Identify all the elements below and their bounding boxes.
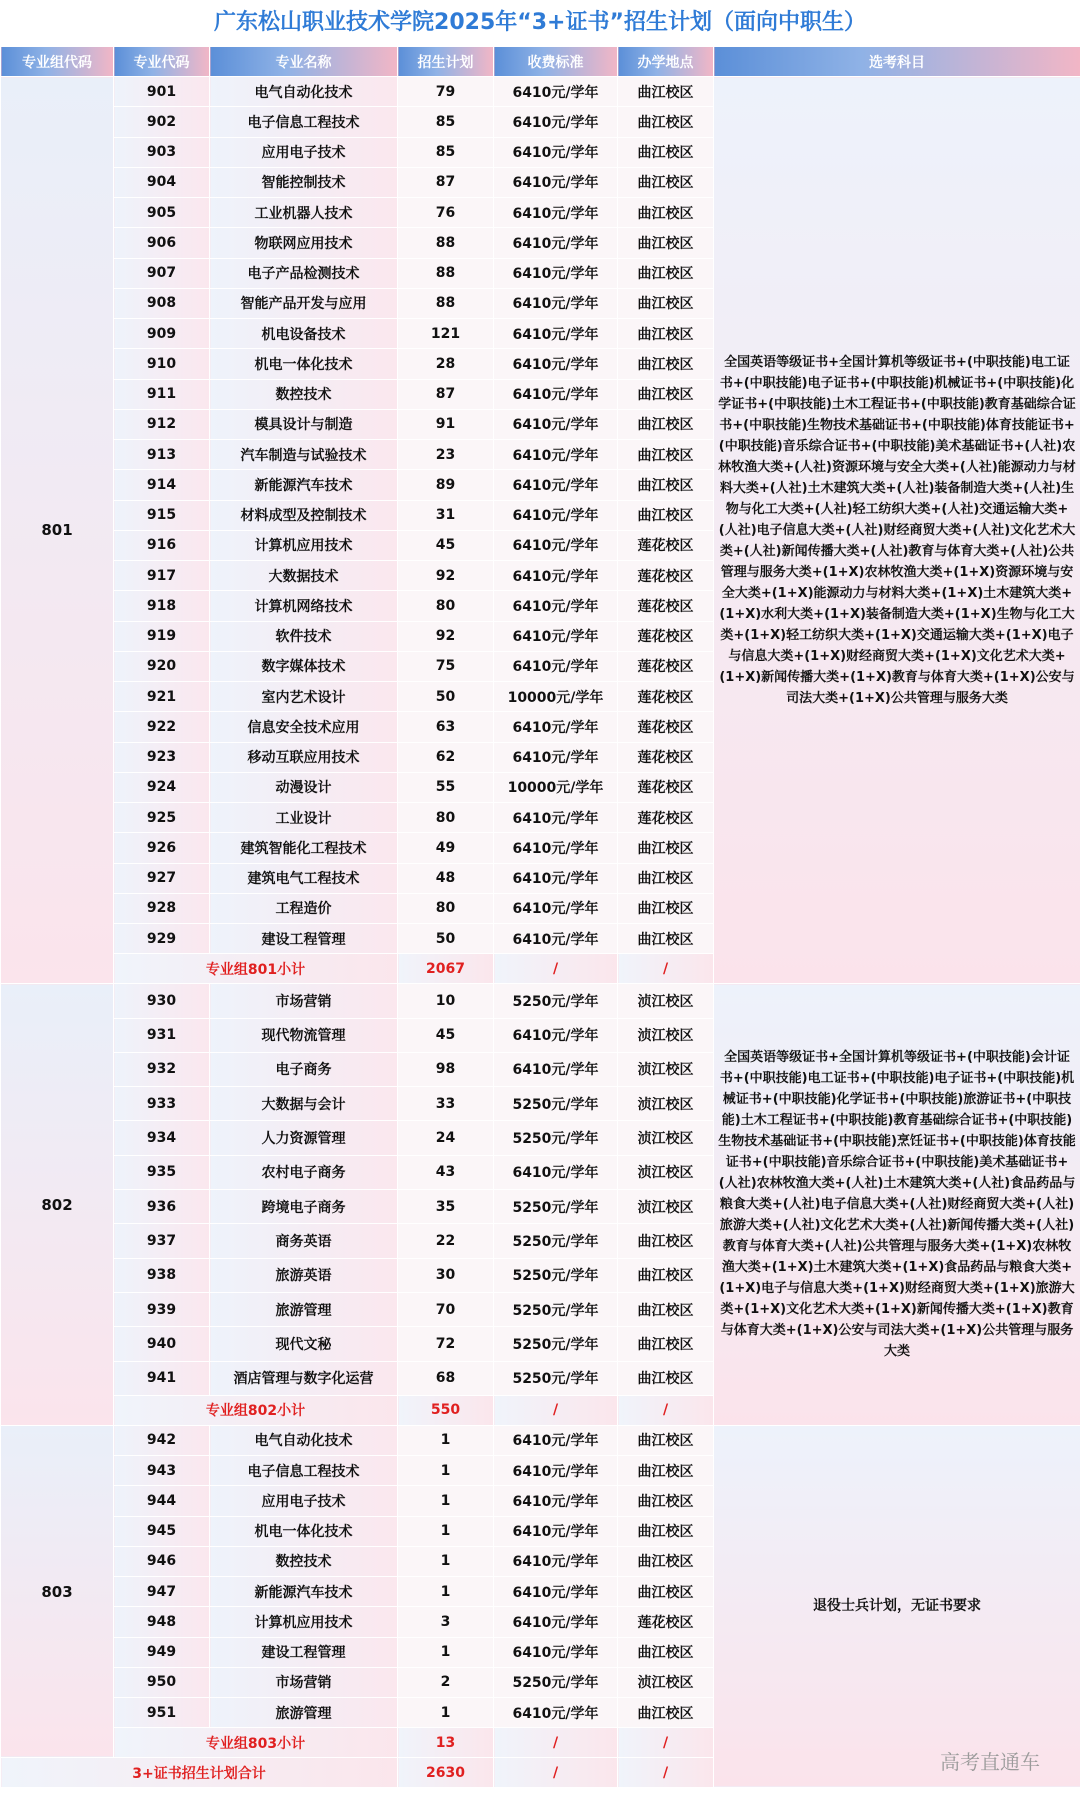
major-code-cell: 924	[114, 772, 210, 802]
fee-cell: 6410元/学年	[494, 349, 618, 379]
major-code-cell: 910	[114, 349, 210, 379]
fee-cell: 6410元/学年	[494, 1018, 618, 1052]
plan-cell: 31	[398, 500, 494, 530]
plan-cell: 88	[398, 258, 494, 288]
major-code-cell: 947	[114, 1577, 210, 1607]
header-group-code: 专业组代码	[1, 47, 114, 77]
campus-cell: 曲江校区	[618, 258, 714, 288]
fee-cell: 6410元/学年	[494, 1607, 618, 1637]
campus-cell: 曲江校区	[618, 1425, 714, 1455]
campus-cell: 曲江校区	[618, 77, 714, 107]
subjects-cell: 全国英语等级证书+全国计算机等级证书+(中职技能)电工证书+(中职技能)电子证书+(中职技能)机械证书+(中职技能)化学证书+(中职技能)土木工程证书+(中职技能)教育基础综合证书+(中职技能)生物技术基础证书+(中职技能)体育技能证书+(中职技能)音乐综合证书+(中职技能)美术基础证书+(人社)农林牧渔大类+(人社)资源环境与安全大类+(人社)能源动力与材料大类+(人社)土木建筑大类+(人社)装备制造大类+(人社)生物与化工大类+(人社)轻工纺织大类+(人社)交通运输大类+(人社)电子信息大类+(人社)财经商贸大类+(人社)文化艺术大类+(人社)新闻传播大类+(人社)教育与体育大类+(人社)公共管理与服务大类+(1+X)农林牧渔大类+(1+X)资源环境与安全大类+(1+X)能源动力与材料大类+(1+X)土木建筑大类+(1+X)水利大类+(1+X)装备制造大类+(1+X)生物与化工大类+(1+X)轻工纺织大类+(1+X)交通运输大类+(1+X)电子与信息大类+(1+X)财经商贸大类+(1+X)文化艺术大类+(1+X)新闻传播大类+(1+X)教育与体育大类+(1+X)公安与司法大类+(1+X)公共管理与服务大类	[714, 77, 1080, 984]
table-row	[1, 984, 1080, 1018]
major-name-cell: 机电设备技术	[210, 319, 398, 349]
plan-cell: 45	[398, 1018, 494, 1052]
fee-cell: 10000元/学年	[494, 682, 618, 712]
major-name-cell: 电子信息工程技术	[210, 107, 398, 137]
major-name-cell: 电子产品检测技术	[210, 258, 398, 288]
major-code-cell: 937	[114, 1224, 210, 1258]
major-name-cell: 计算机网络技术	[210, 591, 398, 621]
campus-cell: 曲江校区	[618, 1258, 714, 1292]
major-name-cell: 工业设计	[210, 803, 398, 833]
subtotal-fee: /	[494, 1395, 618, 1425]
major-code-cell: 934	[114, 1121, 210, 1155]
major-code-cell: 912	[114, 409, 210, 439]
subtotal-campus: /	[618, 954, 714, 984]
fee-cell: 5250元/学年	[494, 1190, 618, 1224]
major-code-cell: 940	[114, 1327, 210, 1361]
major-code-cell: 918	[114, 591, 210, 621]
plan-cell: 87	[398, 379, 494, 409]
campus-cell: 曲江校区	[618, 500, 714, 530]
major-code-cell: 908	[114, 288, 210, 318]
major-name-cell: 建筑智能化工程技术	[210, 833, 398, 863]
major-name-cell: 旅游管理	[210, 1292, 398, 1326]
plan-cell: 92	[398, 621, 494, 651]
fee-cell: 6410元/学年	[494, 319, 618, 349]
major-code-cell: 929	[114, 924, 210, 954]
campus-cell: 曲江校区	[618, 107, 714, 137]
campus-cell: 曲江校区	[618, 167, 714, 197]
plan-cell: 70	[398, 1292, 494, 1326]
major-code-cell: 916	[114, 530, 210, 560]
plan-cell: 45	[398, 530, 494, 560]
fee-cell: 6410元/学年	[494, 924, 618, 954]
plan-cell: 10	[398, 984, 494, 1018]
plan-cell: 23	[398, 440, 494, 470]
major-name-cell: 酒店管理与数字化运营	[210, 1361, 398, 1395]
campus-cell: 曲江校区	[618, 349, 714, 379]
fee-cell: 6410元/学年	[494, 77, 618, 107]
major-name-cell: 电气自动化技术	[210, 77, 398, 107]
group-code-cell: 803	[1, 1425, 114, 1758]
major-name-cell: 新能源汽车技术	[210, 1577, 398, 1607]
subtotal-value: 13	[398, 1728, 494, 1758]
plan-cell: 50	[398, 924, 494, 954]
plan-cell: 43	[398, 1155, 494, 1189]
fee-cell: 6410元/学年	[494, 1425, 618, 1455]
major-code-cell: 909	[114, 319, 210, 349]
plan-cell: 85	[398, 107, 494, 137]
campus-cell: 莲花校区	[618, 530, 714, 560]
major-name-cell: 建筑电气工程技术	[210, 863, 398, 893]
campus-cell: 莲花校区	[618, 591, 714, 621]
plan-cell: 89	[398, 470, 494, 500]
plan-cell: 79	[398, 77, 494, 107]
major-code-cell: 935	[114, 1155, 210, 1189]
campus-cell: 莲花校区	[618, 742, 714, 772]
major-name-cell: 机电一体化技术	[210, 349, 398, 379]
plan-cell: 1	[398, 1637, 494, 1667]
fee-cell: 6410元/学年	[494, 1155, 618, 1189]
major-name-cell: 数字媒体技术	[210, 651, 398, 681]
major-name-cell: 数控技术	[210, 1546, 398, 1576]
plan-cell: 80	[398, 803, 494, 833]
major-name-cell: 旅游英语	[210, 1258, 398, 1292]
major-name-cell: 智能产品开发与应用	[210, 288, 398, 318]
major-code-cell: 904	[114, 167, 210, 197]
major-code-cell: 932	[114, 1052, 210, 1086]
total-campus: /	[618, 1758, 714, 1788]
campus-cell: 莲花校区	[618, 651, 714, 681]
campus-cell: 曲江校区	[618, 470, 714, 500]
major-name-cell: 应用电子技术	[210, 1486, 398, 1516]
fee-cell: 6410元/学年	[494, 288, 618, 318]
major-code-cell: 938	[114, 1258, 210, 1292]
campus-cell: 浈江校区	[618, 1087, 714, 1121]
fee-cell: 6410元/学年	[494, 651, 618, 681]
fee-cell: 6410元/学年	[494, 258, 618, 288]
major-name-cell: 工业机器人技术	[210, 198, 398, 228]
major-code-cell: 923	[114, 742, 210, 772]
campus-cell: 曲江校区	[618, 1577, 714, 1607]
campus-cell: 曲江校区	[618, 1361, 714, 1395]
major-code-cell: 917	[114, 561, 210, 591]
fee-cell: 6410元/学年	[494, 863, 618, 893]
major-code-cell: 903	[114, 137, 210, 167]
plan-cell: 80	[398, 893, 494, 923]
campus-cell: 曲江校区	[618, 319, 714, 349]
major-code-cell: 921	[114, 682, 210, 712]
major-code-cell: 920	[114, 651, 210, 681]
major-name-cell: 电子商务	[210, 1052, 398, 1086]
fee-cell: 6410元/学年	[494, 167, 618, 197]
campus-cell: 浈江校区	[618, 1190, 714, 1224]
fee-cell: 10000元/学年	[494, 772, 618, 802]
major-name-cell: 工程造价	[210, 893, 398, 923]
major-name-cell: 数控技术	[210, 379, 398, 409]
campus-cell: 曲江校区	[618, 1546, 714, 1576]
fee-cell: 6410元/学年	[494, 1456, 618, 1486]
header-plan: 招生计划	[398, 47, 494, 77]
major-name-cell: 大数据与会计	[210, 1087, 398, 1121]
plan-cell: 1	[398, 1546, 494, 1576]
plan-cell: 62	[398, 742, 494, 772]
campus-cell: 浈江校区	[618, 1052, 714, 1086]
campus-cell: 曲江校区	[618, 379, 714, 409]
plan-cell: 1	[398, 1577, 494, 1607]
fee-cell: 6410元/学年	[494, 198, 618, 228]
table-row	[1, 77, 1080, 107]
campus-cell: 曲江校区	[618, 1292, 714, 1326]
major-name-cell: 旅游管理	[210, 1698, 398, 1728]
subtotal-label: 专业组803小计	[114, 1728, 398, 1758]
fee-cell: 6410元/学年	[494, 1516, 618, 1546]
fee-cell: 6410元/学年	[494, 803, 618, 833]
watermark: 高考直通车	[940, 1750, 1040, 1774]
fee-cell: 6410元/学年	[494, 228, 618, 258]
fee-cell: 6410元/学年	[494, 1637, 618, 1667]
major-name-cell: 建设工程管理	[210, 924, 398, 954]
plan-cell: 87	[398, 167, 494, 197]
plan-cell: 85	[398, 137, 494, 167]
campus-cell: 莲花校区	[618, 1607, 714, 1637]
major-name-cell: 动漫设计	[210, 772, 398, 802]
major-name-cell: 电子信息工程技术	[210, 1456, 398, 1486]
major-code-cell: 914	[114, 470, 210, 500]
plan-cell: 49	[398, 833, 494, 863]
campus-cell: 莲花校区	[618, 682, 714, 712]
fee-cell: 6410元/学年	[494, 712, 618, 742]
fee-cell: 5250元/学年	[494, 1292, 618, 1326]
campus-cell: 曲江校区	[618, 863, 714, 893]
fee-cell: 6410元/学年	[494, 470, 618, 500]
total-value: 2630	[398, 1758, 494, 1788]
plan-cell: 88	[398, 288, 494, 318]
campus-cell: 莲花校区	[618, 621, 714, 651]
major-code-cell: 950	[114, 1667, 210, 1697]
header-subjects: 选考科目	[714, 47, 1080, 77]
campus-cell: 浈江校区	[618, 1155, 714, 1189]
fee-cell: 6410元/学年	[494, 440, 618, 470]
fee-cell: 6410元/学年	[494, 833, 618, 863]
major-name-cell: 人力资源管理	[210, 1121, 398, 1155]
campus-cell: 曲江校区	[618, 924, 714, 954]
major-name-cell: 室内艺术设计	[210, 682, 398, 712]
fee-cell: 6410元/学年	[494, 530, 618, 560]
major-name-cell: 模具设计与制造	[210, 409, 398, 439]
fee-cell: 6410元/学年	[494, 409, 618, 439]
major-name-cell: 大数据技术	[210, 561, 398, 591]
header-campus: 办学地点	[618, 47, 714, 77]
table-row	[1, 1425, 1080, 1455]
fee-cell: 5250元/学年	[494, 1224, 618, 1258]
fee-cell: 6410元/学年	[494, 742, 618, 772]
campus-cell: 曲江校区	[618, 1698, 714, 1728]
header-major-code: 专业代码	[114, 47, 210, 77]
major-name-cell: 材料成型及控制技术	[210, 500, 398, 530]
major-code-cell: 942	[114, 1425, 210, 1455]
subtotal-campus: /	[618, 1728, 714, 1758]
plan-cell: 35	[398, 1190, 494, 1224]
fee-cell: 5250元/学年	[494, 1087, 618, 1121]
major-code-cell: 915	[114, 500, 210, 530]
major-code-cell: 945	[114, 1516, 210, 1546]
header-fee: 收费标准	[494, 47, 618, 77]
major-name-cell: 计算机应用技术	[210, 1607, 398, 1637]
major-name-cell: 跨境电子商务	[210, 1190, 398, 1224]
major-code-cell: 906	[114, 228, 210, 258]
plan-cell: 88	[398, 228, 494, 258]
campus-cell: 浈江校区	[618, 1121, 714, 1155]
page-title: 广东松山职业技术学院2025年“3+证书”招生计划（面向中职生）	[214, 10, 866, 35]
fee-cell: 6410元/学年	[494, 893, 618, 923]
plan-cell: 3	[398, 1607, 494, 1637]
campus-cell: 曲江校区	[618, 1486, 714, 1516]
plan-cell: 91	[398, 409, 494, 439]
campus-cell: 莲花校区	[618, 803, 714, 833]
campus-cell: 曲江校区	[618, 198, 714, 228]
campus-cell: 浈江校区	[618, 1667, 714, 1697]
fee-cell: 6410元/学年	[494, 1698, 618, 1728]
fee-cell: 6410元/学年	[494, 621, 618, 651]
campus-cell: 曲江校区	[618, 228, 714, 258]
plan-cell: 33	[398, 1087, 494, 1121]
major-name-cell: 新能源汽车技术	[210, 470, 398, 500]
campus-cell: 曲江校区	[618, 1327, 714, 1361]
plan-cell: 1	[398, 1698, 494, 1728]
table-header-row	[1, 47, 1080, 77]
major-code-cell: 926	[114, 833, 210, 863]
campus-cell: 莲花校区	[618, 561, 714, 591]
major-name-cell: 信息安全技术应用	[210, 712, 398, 742]
subtotal-fee: /	[494, 1728, 618, 1758]
major-code-cell: 907	[114, 258, 210, 288]
fee-cell: 6410元/学年	[494, 137, 618, 167]
plan-cell: 1	[398, 1456, 494, 1486]
fee-cell: 6410元/学年	[494, 591, 618, 621]
campus-cell: 浈江校区	[618, 984, 714, 1018]
major-code-cell: 925	[114, 803, 210, 833]
major-code-cell: 901	[114, 77, 210, 107]
major-code-cell: 933	[114, 1087, 210, 1121]
plan-cell: 50	[398, 682, 494, 712]
fee-cell: 5250元/学年	[494, 1121, 618, 1155]
plan-cell: 76	[398, 198, 494, 228]
major-code-cell: 911	[114, 379, 210, 409]
plan-cell: 72	[398, 1327, 494, 1361]
fee-cell: 6410元/学年	[494, 1486, 618, 1516]
major-code-cell: 936	[114, 1190, 210, 1224]
enrollment-plan-table	[0, 46, 1080, 1788]
major-name-cell: 商务英语	[210, 1224, 398, 1258]
plan-cell: 1	[398, 1516, 494, 1546]
campus-cell: 曲江校区	[618, 1456, 714, 1486]
fee-cell: 6410元/学年	[494, 1577, 618, 1607]
major-code-cell: 902	[114, 107, 210, 137]
campus-cell: 浈江校区	[618, 1018, 714, 1052]
fee-cell: 5250元/学年	[494, 1361, 618, 1395]
subtotal-fee: /	[494, 954, 618, 984]
fee-cell: 5250元/学年	[494, 1667, 618, 1697]
campus-cell: 曲江校区	[618, 1637, 714, 1667]
major-code-cell: 905	[114, 198, 210, 228]
campus-cell: 曲江校区	[618, 833, 714, 863]
group-code-cell: 801	[1, 77, 114, 984]
fee-cell: 6410元/学年	[494, 379, 618, 409]
campus-cell: 曲江校区	[618, 440, 714, 470]
major-name-cell: 机电一体化技术	[210, 1516, 398, 1546]
plan-cell: 55	[398, 772, 494, 802]
major-name-cell: 市场营销	[210, 984, 398, 1018]
subtotal-label: 专业组802小计	[114, 1395, 398, 1425]
subtotal-campus: /	[618, 1395, 714, 1425]
major-name-cell: 现代文秘	[210, 1327, 398, 1361]
major-code-cell: 931	[114, 1018, 210, 1052]
major-name-cell: 应用电子技术	[210, 137, 398, 167]
major-code-cell: 949	[114, 1637, 210, 1667]
plan-cell: 22	[398, 1224, 494, 1258]
total-fee: /	[494, 1758, 618, 1788]
campus-cell: 莲花校区	[618, 772, 714, 802]
plan-cell: 48	[398, 863, 494, 893]
major-name-cell: 汽车制造与试验技术	[210, 440, 398, 470]
group-code-cell: 802	[1, 984, 114, 1426]
plan-cell: 30	[398, 1258, 494, 1292]
campus-cell: 曲江校区	[618, 137, 714, 167]
campus-cell: 曲江校区	[618, 1516, 714, 1546]
fee-cell: 6410元/学年	[494, 107, 618, 137]
fee-cell: 5250元/学年	[494, 1258, 618, 1292]
subtotal-value: 550	[398, 1395, 494, 1425]
campus-cell: 曲江校区	[618, 288, 714, 318]
fee-cell: 6410元/学年	[494, 500, 618, 530]
plan-cell: 68	[398, 1361, 494, 1395]
major-code-cell: 922	[114, 712, 210, 742]
major-name-cell: 现代物流管理	[210, 1018, 398, 1052]
subjects-cell: 全国英语等级证书+全国计算机等级证书+(中职技能)会计证书+(中职技能)电工证书+(中职技能)电子证书+(中职技能)机械证书+(中职技能)化学证书+(中职技能)旅游证书+(中职技能)土木工程证书+(中职技能)教育基础综合证书+(中职技能)生物技术基础证书+(中职技能)烹饪证书+(中职技能)体育技能证书+(中职技能)音乐综合证书+(中职技能)美术基础证书+(人社)农林牧渔大类+(人社)土木建筑大类+(人社)食品药品与粮食大类+(人社)电子信息大类+(人社)财经商贸大类+(人社)旅游大类+(人社)文化艺术大类+(人社)新闻传播大类+(人社)教育与体育大类+(人社)公共管理与服务大类+(1+X)农林牧渔大类+(1+X)土木建筑大类+(1+X)食品药品与粮食大类+(1+X)电子与信息大类+(1+X)财经商贸大类+(1+X)旅游大类+(1+X)文化艺术大类+(1+X)新闻传播大类+(1+X)教育与体育大类+(1+X)公安与司法大类+(1+X)公共管理与服务大类	[714, 984, 1080, 1426]
major-name-cell: 农村电子商务	[210, 1155, 398, 1189]
campus-cell: 曲江校区	[618, 1224, 714, 1258]
plan-cell: 24	[398, 1121, 494, 1155]
major-code-cell: 928	[114, 893, 210, 923]
fee-cell: 6410元/学年	[494, 561, 618, 591]
plan-cell: 75	[398, 651, 494, 681]
major-name-cell: 软件技术	[210, 621, 398, 651]
major-code-cell: 946	[114, 1546, 210, 1576]
major-name-cell: 计算机应用技术	[210, 530, 398, 560]
campus-cell: 曲江校区	[618, 893, 714, 923]
plan-cell: 63	[398, 712, 494, 742]
plan-cell: 28	[398, 349, 494, 379]
plan-cell: 2	[398, 1667, 494, 1697]
major-code-cell: 941	[114, 1361, 210, 1395]
major-code-cell: 944	[114, 1486, 210, 1516]
major-code-cell: 930	[114, 984, 210, 1018]
subtotal-label: 专业组801小计	[114, 954, 398, 984]
plan-cell: 80	[398, 591, 494, 621]
header-major-name: 专业名称	[210, 47, 398, 77]
major-name-cell: 电气自动化技术	[210, 1425, 398, 1455]
total-label: 3+证书招生计划合计	[1, 1758, 398, 1788]
major-code-cell: 913	[114, 440, 210, 470]
fee-cell: 6410元/学年	[494, 1546, 618, 1576]
major-name-cell: 物联网应用技术	[210, 228, 398, 258]
fee-cell: 5250元/学年	[494, 1327, 618, 1361]
subjects-cell: 退役士兵计划，无证书要求	[714, 1425, 1080, 1788]
plan-cell: 1	[398, 1486, 494, 1516]
major-name-cell: 移动互联应用技术	[210, 742, 398, 772]
fee-cell: 5250元/学年	[494, 984, 618, 1018]
major-name-cell: 智能控制技术	[210, 167, 398, 197]
major-code-cell: 951	[114, 1698, 210, 1728]
major-code-cell: 939	[114, 1292, 210, 1326]
major-code-cell: 927	[114, 863, 210, 893]
major-name-cell: 市场营销	[210, 1667, 398, 1697]
major-name-cell: 建设工程管理	[210, 1637, 398, 1667]
plan-cell: 121	[398, 319, 494, 349]
campus-cell: 曲江校区	[618, 409, 714, 439]
campus-cell: 莲花校区	[618, 712, 714, 742]
fee-cell: 6410元/学年	[494, 1052, 618, 1086]
major-code-cell: 919	[114, 621, 210, 651]
plan-cell: 98	[398, 1052, 494, 1086]
plan-cell: 1	[398, 1425, 494, 1455]
plan-cell: 92	[398, 561, 494, 591]
subtotal-value: 2067	[398, 954, 494, 984]
major-code-cell: 943	[114, 1456, 210, 1486]
major-code-cell: 948	[114, 1607, 210, 1637]
